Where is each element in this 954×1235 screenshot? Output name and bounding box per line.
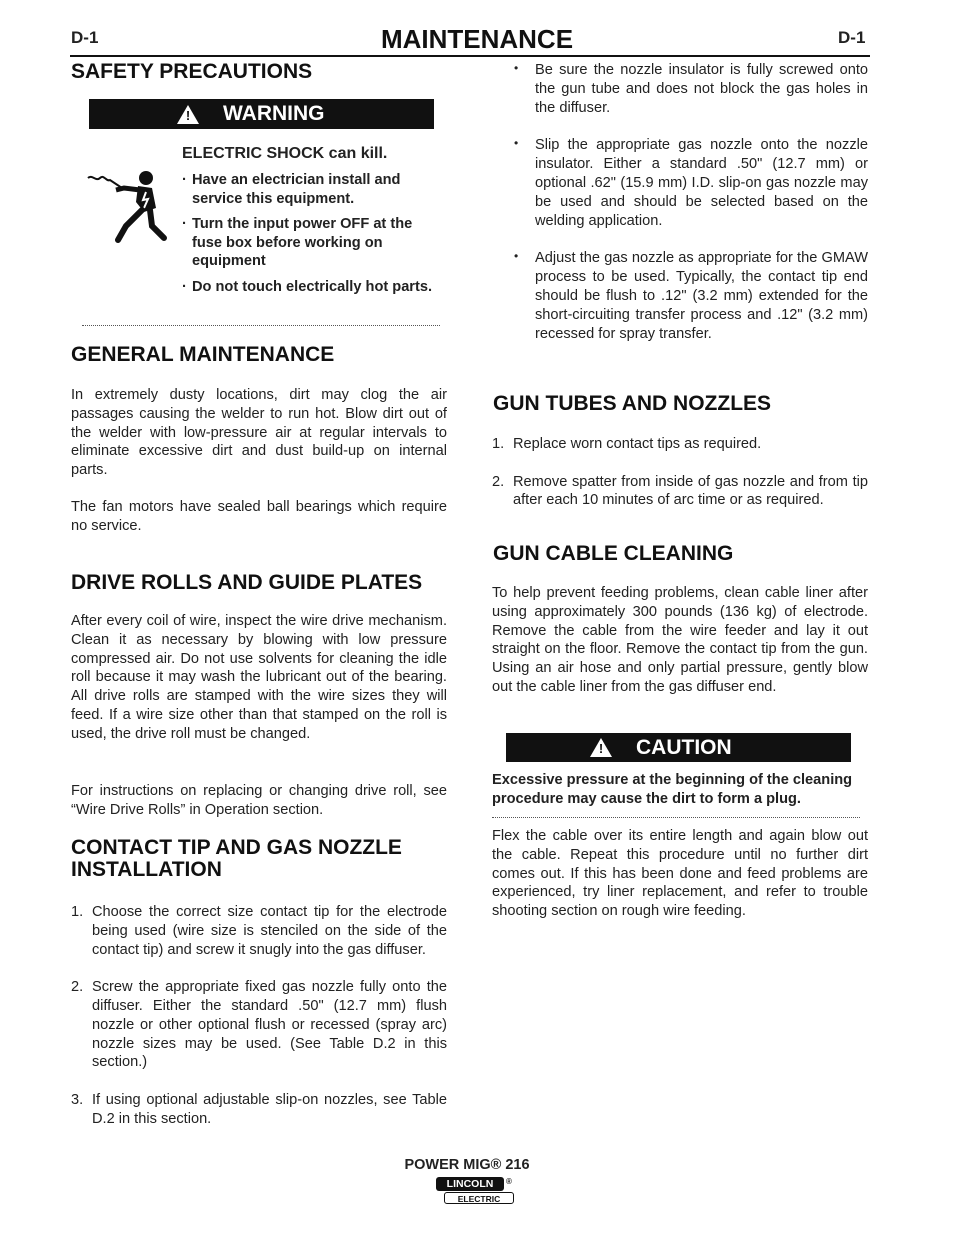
list-item [492, 435, 868, 454]
item-number: 3. [71, 1091, 84, 1108]
warning-divider [82, 325, 440, 326]
logo-top: LINCOLN [436, 1177, 504, 1191]
bullet-mark: • [514, 136, 519, 151]
page-title: MAINTENANCE [380, 24, 574, 54]
item-text: Adjust the gas nozzle as appropriate for the GMAW process to be used. Typically, the contact tip end should be flush to .12" (3.2 mm) extended for the short-circuiting transfer process and .12" (3.2 mm) recessed for spray transfer. [535, 250, 868, 342]
warning-content [182, 145, 442, 303]
caution-divider [492, 817, 860, 818]
page-number-left: D-1 [71, 28, 99, 47]
general-heading: GENERAL MAINTENANCE [71, 343, 335, 366]
drive-paragraph-2: For instructions on replacing or changing drive roll, see “Wire Drive Rolls” in Operation section. [71, 783, 447, 818]
contact-heading-line1: CONTACT TIP AND GAS NOZZLE [71, 836, 402, 859]
contact-heading-line2: INSTALLATION [71, 858, 222, 881]
drive-heading: DRIVE ROLLS AND GUIDE PLATES [71, 571, 423, 594]
header-rule [70, 55, 870, 57]
bullet-mark: • [514, 249, 519, 264]
general-paragraph-2: The fan motors have sealed ball bearings which require no service. [71, 499, 447, 534]
logo-bottom: ELECTRIC [444, 1192, 514, 1204]
list-item [514, 61, 868, 117]
item-text: Choose the correct size contact tip for the electrode being used (wire size is stenciled on the side of the contact tip) and screw it snugly into the gas diffuser. [92, 904, 447, 958]
list-item [71, 978, 447, 1072]
page-number-right: D-1 [838, 28, 866, 47]
cable-paragraph-1: To help prevent feeding problems, clean cable liner after using approximately 300 pounds (136 kg) of electrode. Remove the cable from the wire feeder and lay it out straight on the floor. Remove the contact tip from the gun. Using an air hose and only partial pressure, gently blow out the cable liner from the gas diffuser end. [492, 585, 868, 695]
warning-label: WARNING [223, 102, 325, 125]
caution-mark: ! [598, 741, 604, 756]
electric-shock-icon [86, 168, 168, 244]
contact-steps [71, 903, 447, 1147]
caution-triangle-icon [590, 738, 612, 757]
item-text: Screw the appropriate fixed gas nozzle fully onto the diffuser. Either the standard .50" (12.7 mm) flush nozzle or other optional flush or recessed (spray arc) nozzle sizes may be used. (See Table D.2 in this section.) [92, 979, 447, 1071]
safety-heading: SAFETY PRECAUTIONS [71, 60, 313, 83]
warning-mark: ! [185, 107, 191, 123]
item-number: 2. [492, 473, 505, 490]
shock-title: ELECTRIC SHOCK can kill. [182, 145, 388, 162]
caution-label: CAUTION [636, 735, 732, 759]
warning-item: · Turn the input power OFF at the fuse box before working on equipment [182, 215, 442, 271]
footer-model: POWER MIG® 216 [404, 1157, 530, 1173]
list-item [71, 1091, 447, 1129]
list-item [492, 473, 868, 511]
lincoln-electric-logo [436, 1177, 516, 1207]
warning-triangle-icon [177, 105, 199, 124]
item-number: 1. [71, 904, 84, 920]
drive-paragraph-1: After every coil of wire, inspect the wire drive mechanism. Clean it as necessary by blowing with low pressure compressed air. Do not use solvents for cleaning the idle roll because it may wash the lubricant out of the bearing. All drive rolls are stamped with the wire sizes they will feed. If a wire size other than that stamped on the roll is used, the drive roll must be changed. [71, 613, 447, 742]
item-text: Slip the appropriate gas nozzle onto the nozzle insulator. Either a standard .50" (12.7 mm) or optional .62" (15.9 mm) I.D. slip-on gas nozzle may be used and should be selected based on the welding application. [535, 137, 868, 229]
warning-banner [89, 99, 434, 129]
gun-tubes-steps [492, 435, 868, 529]
item-text: Be sure the nozzle insulator is fully screwed onto the gun tube and does not block the gas holes in the diffuser. [535, 62, 868, 116]
bullet-mark: • [514, 61, 519, 75]
caution-banner [506, 733, 851, 762]
list-item [71, 903, 447, 959]
item-number: 2. [71, 979, 84, 996]
logo-registered: ® [506, 1177, 512, 1186]
general-paragraph-1: In extremely dusty locations, dirt may clog the air passages causing the welder to run hot. Blow dirt out of the welder with low-pressure air at regular intervals to eliminate excessive dirt and dust build-up on internal parts. [71, 387, 447, 479]
gun-tubes-heading: GUN TUBES AND NOZZLES [493, 392, 772, 415]
list-item [514, 136, 868, 230]
warning-item: · Have an electrician install and service this equipment. [182, 171, 442, 208]
item-text: Replace worn contact tips as required. [513, 436, 762, 452]
warning-list [182, 171, 442, 296]
list-item [514, 249, 868, 343]
caution-text: Excessive pressure at the beginning of the cleaning procedure may cause the dirt to form a plug. [492, 772, 853, 807]
cable-paragraph-2: Flex the cable over its entire length and again blow out the cable. Repeat this procedure until no further dirt comes out. If this has been done and feed problems are experienced, try liner replacement, and refer to trouble shooting section on rough wire feeding. [492, 828, 868, 920]
nozzle-bullets [514, 61, 868, 343]
warning-item: · Do not touch electrically hot parts. [182, 278, 442, 297]
item-text: Remove spatter from inside of gas nozzle and from tip after each 10 minutes of arc time or as required. [513, 473, 868, 509]
cable-heading: GUN CABLE CLEANING [493, 542, 734, 565]
item-text: If using optional adjustable slip-on nozzles, see Table D.2 in this section. [92, 1091, 447, 1127]
item-number: 1. [492, 436, 505, 452]
